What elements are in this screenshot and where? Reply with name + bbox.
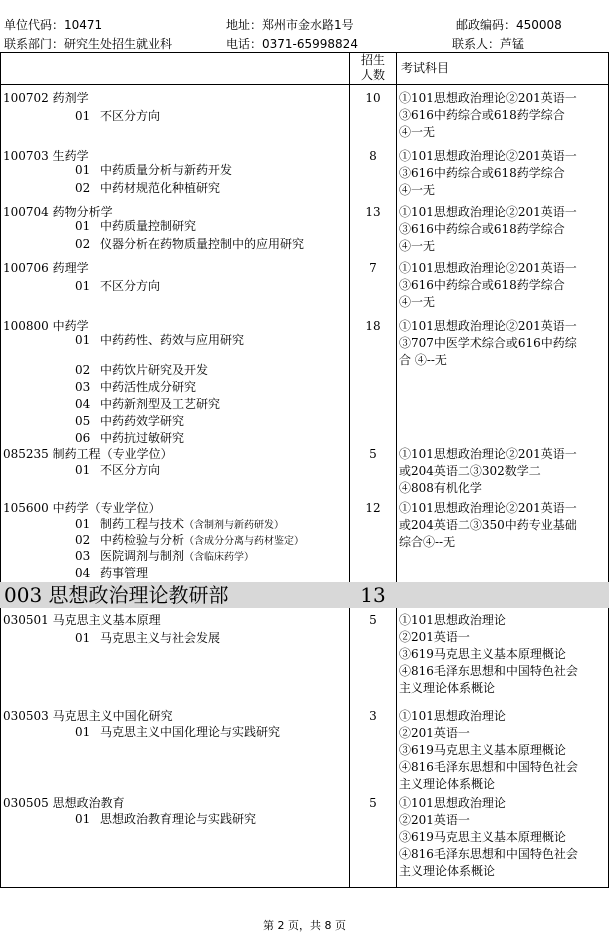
exam-subjects — [399, 795, 607, 880]
enroll-count: 18 — [365, 319, 381, 333]
exam-subjects — [399, 500, 607, 551]
exam-subject-line: ③619马克思主义基本原理概论 — [399, 743, 566, 757]
direction-text: 药事管理 — [100, 566, 149, 580]
direction-text: 不区分方向 — [100, 109, 161, 123]
enroll-count-header-line-1: 招生 — [360, 53, 385, 67]
direction-number: 04 — [75, 397, 91, 411]
exam-subject-line: ④一无 — [399, 239, 436, 253]
direction-text: 中药饮片研究及开发 — [100, 363, 209, 377]
direction-number: 01 — [75, 279, 91, 293]
direction-text: 不区分方向 — [100, 463, 161, 477]
enroll-count-header-line-2: 人数 — [360, 68, 385, 82]
exam-subjects — [399, 148, 607, 199]
direction-number: 01 — [75, 631, 91, 645]
research-direction — [75, 413, 184, 429]
direction-text: 中药药性、药效与应用研究 — [100, 333, 245, 347]
major-name: 030501 马克思主义基本原理 — [3, 613, 161, 627]
unit-code: 单位代码：10471 — [4, 18, 103, 32]
research-direction — [75, 379, 196, 395]
exam-subject-line: ①101思想政治理论②201英语一 — [399, 319, 577, 333]
exam-subject-line: ③616中药综合或618药学综合 — [399, 108, 565, 122]
major-name: 100702 药剂学 — [3, 91, 89, 105]
research-direction — [75, 724, 280, 740]
enroll-count: 10 — [365, 91, 381, 105]
research-direction — [75, 218, 196, 234]
header-line-1 — [4, 16, 605, 32]
exam-subjects — [399, 318, 607, 369]
direction-number: 01 — [75, 725, 91, 739]
exam-subject-line: 主义理论体系概论 — [399, 864, 496, 878]
exam-subject-line: ③616中药综合或618药学综合 — [399, 166, 565, 180]
research-direction — [75, 811, 256, 827]
exam-subject-line: ②201英语一 — [399, 630, 470, 644]
department-row — [0, 582, 609, 608]
postcode: 邮政编码：450008 — [456, 18, 562, 32]
direction-number: 01 — [75, 163, 91, 177]
exam-subject-line: ③616中药综合或618药学综合 — [399, 278, 565, 292]
exam-subjects — [399, 90, 607, 141]
exam-subject-line: ④816毛泽东思想和中国特色社会 — [399, 664, 578, 678]
exam-subjects — [399, 612, 607, 697]
header-line-2 — [4, 35, 605, 51]
research-direction — [75, 108, 160, 124]
research-direction — [75, 162, 232, 178]
enroll-count: 7 — [369, 261, 377, 275]
direction-text: 中药药效学研究 — [100, 414, 185, 428]
exam-subjects — [399, 708, 607, 793]
contact-department: 联系部门：研究生处招生就业科 — [4, 37, 173, 51]
direction-number: 02 — [75, 533, 91, 547]
direction-number: 01 — [75, 109, 91, 123]
exam-subject-line: ③619马克思主义基本原理概论 — [399, 830, 566, 844]
exam-subject-line: ①101思想政治理论 — [399, 796, 506, 810]
program-table — [0, 52, 609, 888]
research-direction — [75, 180, 220, 196]
exam-subject-line: 综合④--无 — [399, 535, 456, 549]
exam-subject-line: ④一无 — [399, 125, 436, 139]
direction-text: 中药检验与分析 — [100, 533, 185, 547]
direction-text: 中药质量控制研究 — [100, 219, 197, 233]
direction-text: 不区分方向 — [100, 279, 161, 293]
exam-subject-line: ①101思想政治理论 — [399, 613, 506, 627]
direction-number: 01 — [75, 219, 91, 233]
direction-text: 中药材规范化种植研究 — [100, 181, 221, 195]
page-footer: 第 2 页，共 8 页 — [263, 919, 346, 932]
direction-number: 03 — [75, 380, 91, 394]
major-name: 100706 药理学 — [3, 261, 89, 275]
exam-subject-line: ④一无 — [399, 295, 436, 309]
table-left-border — [0, 52, 1, 888]
enroll-count: 5 — [369, 447, 377, 461]
direction-number: 01 — [75, 812, 91, 826]
direction-text: 中药新剂型及工艺研究 — [100, 397, 221, 411]
research-direction — [75, 462, 160, 478]
major-name: 085235 制药工程（专业学位） — [3, 447, 173, 461]
table-bottom-border — [0, 887, 609, 888]
research-direction — [75, 236, 304, 252]
major-name: 100704 药物分析学 — [3, 205, 113, 219]
major-name: 030503 马克思主义中国化研究 — [3, 709, 173, 723]
direction-text: 制药工程与技术 — [100, 517, 185, 531]
enroll-count: 12 — [365, 501, 381, 515]
major-name: 030505 思想政治教育 — [3, 796, 125, 810]
research-direction — [75, 430, 184, 446]
research-direction — [75, 332, 244, 348]
exam-subjects — [399, 446, 607, 497]
direction-number: 01 — [75, 517, 91, 531]
direction-note: （含临床药学） — [184, 552, 255, 563]
direction-note: （含制剂与新药研发） — [184, 520, 285, 531]
direction-number: 06 — [75, 431, 91, 445]
exam-subject-line: ①101思想政治理论②201英语一 — [399, 91, 577, 105]
exam-subject-line: ①101思想政治理论②201英语一 — [399, 261, 577, 275]
direction-text: 马克思主义中国化理论与实践研究 — [100, 725, 281, 739]
direction-number: 02 — [75, 181, 91, 195]
exam-subject-line: ①101思想政治理论②201英语一 — [399, 501, 577, 515]
column-divider-count — [349, 52, 350, 888]
direction-text: 中药抗过敏研究 — [100, 431, 185, 445]
exam-subject-line: 合 ④--无 — [399, 353, 447, 367]
exam-subject-line: ①101思想政治理论 — [399, 709, 506, 723]
address: 地址：郑州市金水路1号 — [226, 18, 354, 32]
direction-number: 02 — [75, 237, 91, 251]
exam-subject-line: ④一无 — [399, 183, 436, 197]
exam-subject-line: 主义理论体系概论 — [399, 681, 496, 695]
direction-number: 04 — [75, 566, 91, 580]
exam-subjects — [399, 260, 607, 311]
direction-text: 马克思主义与社会发展 — [100, 631, 221, 645]
exam-subject-line: ④808有机化学 — [399, 481, 482, 495]
department-count: 13 — [360, 583, 386, 607]
exam-subjects — [399, 204, 607, 255]
research-direction — [75, 362, 208, 378]
direction-number: 05 — [75, 414, 91, 428]
direction-number: 03 — [75, 549, 91, 563]
phone: 电话：0371-65998824 — [226, 37, 358, 51]
exam-subject-line: 或204英语二③302数学二 — [399, 464, 541, 478]
exam-subject-line: ②201英语一 — [399, 726, 470, 740]
exam-subject-line: ①101思想政治理论②201英语一 — [399, 149, 577, 163]
direction-text: 中药质量分析与新药开发 — [100, 163, 233, 177]
exam-subject-line: ④816毛泽东思想和中国特色社会 — [399, 760, 578, 774]
research-direction — [75, 278, 160, 294]
research-direction — [75, 565, 148, 581]
exam-subject-line: ①101思想政治理论②201英语一 — [399, 447, 577, 461]
exam-subject-line: ③619马克思主义基本原理概论 — [399, 647, 566, 661]
enroll-count: 13 — [365, 205, 381, 219]
contact-person: 联系人：芦锰 — [452, 37, 525, 51]
subjects-header: 考试科目 — [401, 61, 450, 75]
exam-subject-line: ③616中药综合或618药学综合 — [399, 222, 565, 236]
table-header-border — [0, 84, 609, 85]
exam-subject-line: ①101思想政治理论②201英语一 — [399, 205, 577, 219]
exam-subject-line: ②201英语一 — [399, 813, 470, 827]
major-name: 100800 中药学 — [3, 319, 89, 333]
enroll-count: 3 — [369, 709, 377, 723]
direction-note: （含成分分离与药材鉴定） — [184, 536, 305, 547]
enroll-count: 8 — [369, 149, 377, 163]
exam-subject-line: ④816毛泽东思想和中国特色社会 — [399, 847, 578, 861]
enroll-count: 5 — [369, 796, 377, 810]
direction-number: 02 — [75, 363, 91, 377]
exam-subject-line: ③707中医学术综合或616中药综 — [399, 336, 577, 350]
table-top-border — [0, 52, 609, 53]
exam-subject-line: 主义理论体系概论 — [399, 777, 496, 791]
enroll-count-header — [350, 53, 396, 83]
direction-text: 医院调剂与制剂 — [100, 549, 185, 563]
major-name: 100703 生药学 — [3, 149, 89, 163]
research-direction — [75, 396, 220, 412]
major-name: 105600 中药学（专业学位） — [3, 501, 161, 515]
direction-text: 仪器分析在药物质量控制中的应用研究 — [100, 237, 305, 251]
exam-subject-line: 或204英语二③350中药专业基础 — [399, 518, 577, 532]
column-divider-subjects — [396, 52, 397, 888]
direction-number: 01 — [75, 463, 91, 477]
research-direction — [75, 630, 220, 646]
direction-number: 01 — [75, 333, 91, 347]
direction-text: 中药活性成分研究 — [100, 380, 197, 394]
research-direction — [75, 548, 254, 566]
enroll-count: 5 — [369, 613, 377, 627]
direction-text: 思想政治教育理论与实践研究 — [100, 812, 257, 826]
department-name: 003 思想政治理论教研部 — [4, 583, 229, 607]
